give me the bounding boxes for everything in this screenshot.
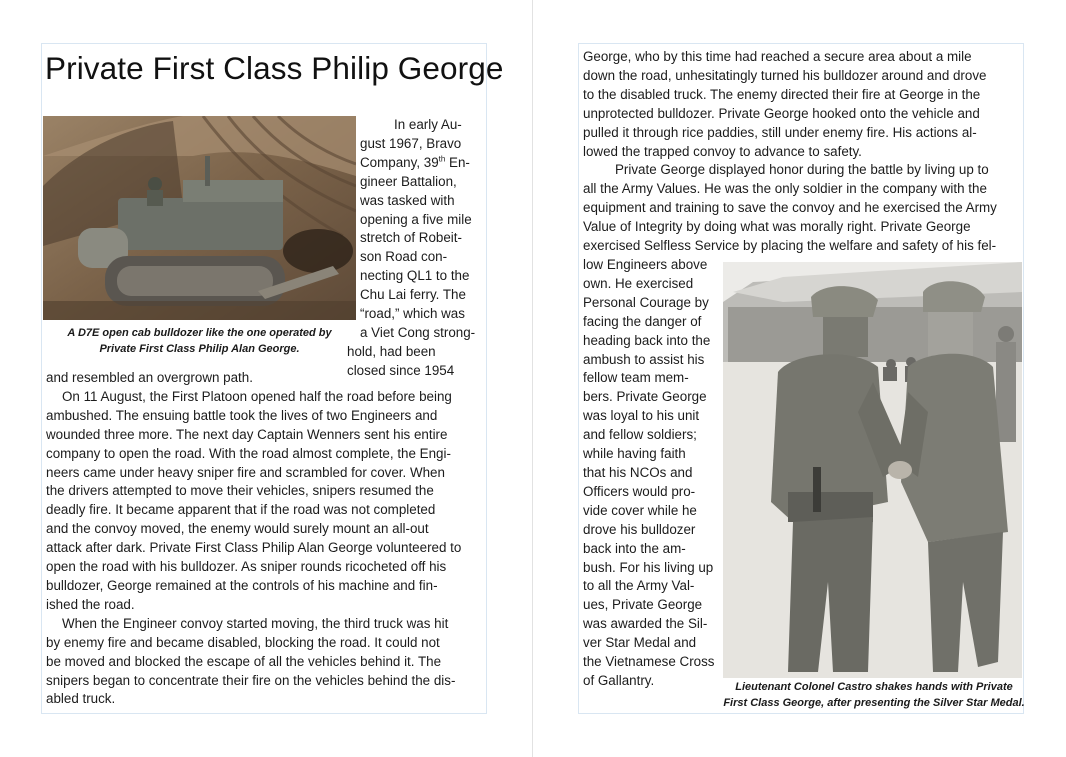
text-line: by enemy fire and became disabled, blocking the road. It could not	[46, 634, 440, 650]
text-line: When the Engineer convoy started moving, the third truck was hit	[62, 615, 449, 631]
intro-wrapped-text	[347, 116, 485, 381]
bulldozer-photo	[43, 116, 356, 320]
text-line: ambush to assist his	[583, 351, 705, 367]
text-line: a Viet Cong strong-	[360, 324, 476, 340]
text-line: stretch of Robeit-	[360, 230, 462, 246]
text-line: all the Army Values. He was the only soldier in the company with the	[583, 181, 987, 197]
text-line: opening a five mile	[360, 211, 472, 227]
text-line: attack after dark. Private First Class Philip Alan George volunteered to	[46, 540, 462, 556]
text-line: was tasked with	[360, 192, 455, 208]
caption-line: A D7E open cab bulldozer like the one operated by	[67, 327, 332, 339]
text-line: Personal Courage by	[583, 294, 709, 310]
text-line: necting QL1 to the	[360, 268, 470, 284]
text-line: hold, had been	[347, 343, 436, 359]
bulldozer-photo-caption	[43, 325, 356, 357]
text-line: and the convoy moved, the enemy would surely mount an all-out	[46, 521, 429, 537]
text-line: heading back into the	[583, 332, 711, 348]
text-line: Officers would pro-	[583, 483, 696, 499]
text-line: exercised Selfless Service by placing the welfare and safety of his fel-	[583, 238, 997, 254]
text-line: ues, Private George	[583, 597, 703, 613]
text-line: while having faith	[583, 446, 686, 462]
handshake-photo-caption	[716, 679, 1032, 711]
caption-line: First Class George, after presenting the Silver Star Medal.	[723, 697, 1025, 709]
text-line: unprotected bulldozer. Private George hooked onto the vehicle and	[583, 105, 980, 121]
text-line: equipment and training to save the convoy and he exercised the Army	[583, 200, 997, 216]
text-line: son Road con-	[360, 249, 448, 265]
text-line: and fellow soldiers;	[583, 427, 697, 443]
text-line: ver Star Medal and	[583, 635, 697, 651]
text-line: back into the am-	[583, 540, 686, 556]
wrapped-text	[583, 256, 721, 691]
left-body-text	[46, 369, 486, 709]
text-line: bush. For his living up	[583, 559, 714, 575]
text-line: Private George displayed honor during the battle by living up to	[615, 162, 989, 178]
text-line: drove his bulldozer	[583, 521, 696, 537]
text-line: snipers began to concentrate their fire on the vehicles behind the dis-	[46, 672, 456, 688]
text-line: George, who by this time had reached a secure area about a mile	[583, 49, 972, 64]
text-line: to all the Army Val-	[583, 578, 695, 594]
text-line: was awarded the Sil-	[583, 616, 708, 632]
text-line: down the road, unhesitatingly turned his bulldozer around and drove	[583, 67, 987, 83]
right-body-text	[583, 48, 1023, 256]
text-line: that his NCOs and	[583, 464, 693, 480]
text-line: In early Au-	[394, 117, 462, 132]
text-line: Chu Lai ferry. The	[360, 287, 466, 303]
text-fragment: En-	[445, 154, 470, 170]
text-line: was loyal to his unit	[583, 408, 700, 424]
text-line: open the road with his bulldozer. As sniper rounds ricocheted off his	[46, 559, 447, 575]
text-line: the drivers attempted to move their vehicles, snipers resumed the	[46, 483, 434, 499]
text-line: neers came under heavy sniper fire and scrambled for cover. When	[46, 464, 445, 480]
text-line: deadly fire. It became apparent that if the road was not completed	[46, 502, 436, 518]
page-divider	[532, 0, 533, 757]
text-line: ished the road.	[46, 596, 135, 612]
text-line: to the disabled truck. The enemy directed their fire at George in the	[583, 86, 981, 102]
text-line: facing the danger of	[583, 313, 702, 329]
handshake-photo	[723, 262, 1022, 678]
text-fragment: Company, 39	[360, 154, 439, 170]
text-line: vide cover while he	[583, 502, 697, 518]
text-line: gineer Battalion,	[360, 173, 457, 189]
text-line: own. He exercised	[583, 275, 694, 291]
page-title: Private First Class Philip George	[45, 50, 504, 86]
text-line: wounded three more. The next day Captain Wenners sent his entire	[46, 426, 448, 442]
superscript: th	[438, 154, 446, 164]
text-line: be moved and blocked the escape of all the vehicles behind it. The	[46, 653, 442, 669]
text-line: the Vietnamese Cross	[583, 654, 715, 670]
text-line: company to open the road. With the road almost complete, the Engi-	[46, 445, 451, 461]
handshake-photo-icon	[723, 262, 1022, 678]
bulldozer-photo-icon	[43, 116, 356, 320]
text-line: bers. Private George	[583, 389, 707, 405]
text-line: ambushed. The ensuing battle took the lives of two Engineers and	[46, 407, 438, 423]
caption-line: Private First Class Philip Alan George.	[99, 343, 300, 355]
text-line: lowed the trapped convoy to advance to safety.	[583, 143, 862, 159]
text-line: abled truck.	[46, 691, 116, 707]
text-line: low Engineers above	[583, 257, 708, 272]
text-line: and resembled an overgrown path.	[46, 370, 253, 385]
text-line: pulled it through rice paddies, still under enemy fire. His actions al-	[583, 124, 977, 140]
text-line: bulldozer, George remained at the controls of his machine and fin-	[46, 577, 438, 593]
caption-line: Lieutenant Colonel Castro shakes hands with Private	[735, 681, 1013, 693]
text-line: On 11 August, the First Platoon opened half the road before being	[62, 388, 452, 404]
text-line: gust 1967, Bravo	[360, 135, 462, 151]
text-line: fellow team mem-	[583, 370, 689, 386]
text-line: closed since 1954	[347, 362, 455, 378]
text-line: Value of Integrity by doing what was morally right. Private George	[583, 219, 971, 235]
text-line	[360, 154, 485, 173]
text-line: “road,” which was	[360, 306, 465, 322]
text-line: of Gallantry.	[583, 672, 655, 688]
